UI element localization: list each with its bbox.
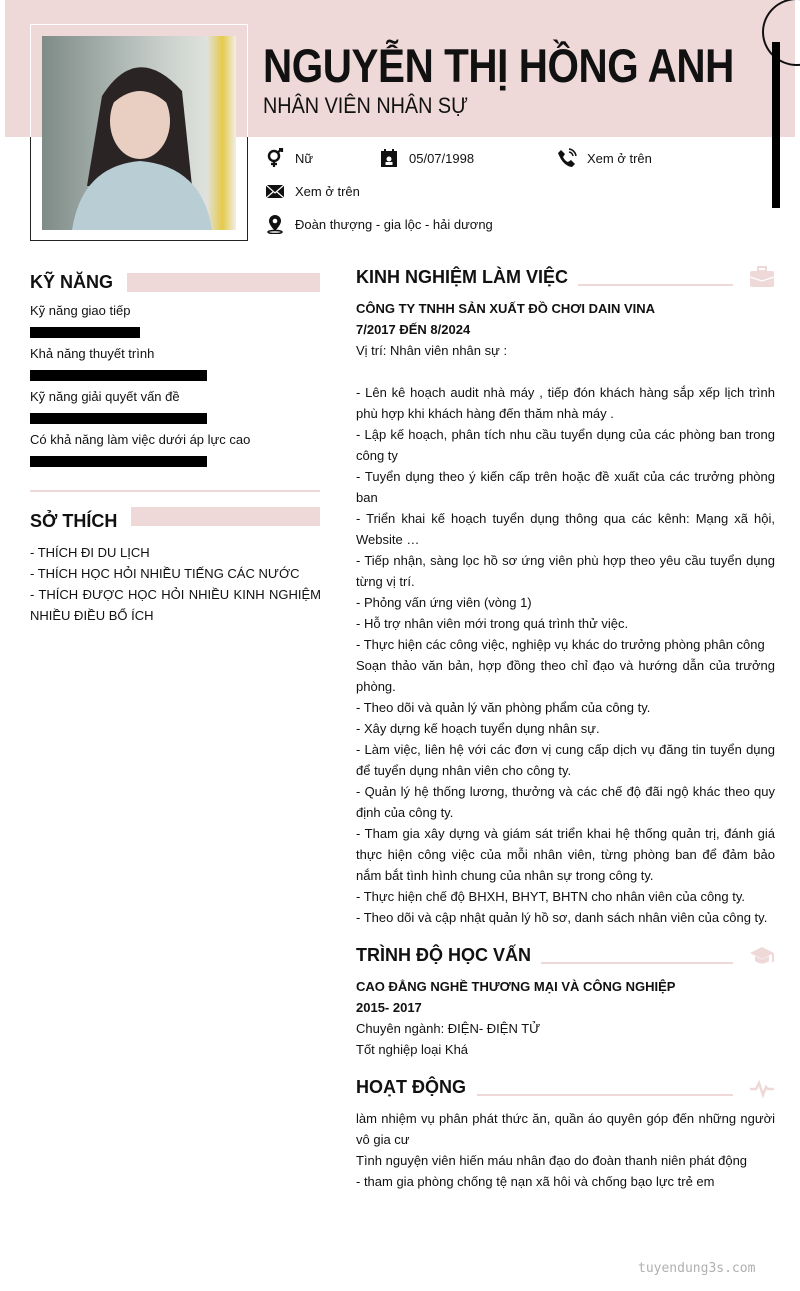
company-name: CÔNG TY TNHH SẢN XUẤT ĐỒ CHƠI DAIN VINA: [356, 301, 656, 316]
experience-item: - Lập kế hoạch, phân tích nhu cầu tuyển dụng của các phòng ban trong công ty: [356, 427, 775, 463]
skill-label: Có khả năng làm việc dưới áp lực cao: [30, 432, 251, 447]
experience-heading: KINH NGHIỆM LÀM VIỆC: [356, 267, 569, 287]
education-section: [356, 976, 775, 1060]
school-name: CAO ĐẲNG NGHỀ THƯƠNG MẠI VÀ CÔNG NGHIỆP: [356, 979, 676, 994]
activity-item: làm nhiệm vụ phân phát thức ăn, quần áo quyên góp đến những người vô gia cư: [356, 1111, 775, 1147]
activities-heading: HOẠT ĐỘNG: [356, 1077, 466, 1097]
phone-icon: [557, 148, 577, 168]
education-grade: Tốt nghiệp loại Khá: [356, 1042, 469, 1057]
experience-item: - Lên kê hoạch audit nhà máy , tiếp đón khách hàng sắp xếp lịch trình phù hợp khi khách hàng đến thăm nhà máy .: [356, 385, 775, 421]
experience-section: [356, 298, 775, 928]
hobbies-heading: SỞ THÍCH: [30, 511, 118, 531]
experience-item: - Triển khai kế hoạch tuyển dụng thông qua các kênh: Mạng xã hội, Website …: [356, 511, 775, 547]
skill-level-bar: [30, 456, 207, 467]
activity-item: Tình nguyện viên hiến máu nhân đạo do đoàn thanh niên phát động: [356, 1153, 748, 1168]
skills-heading: KỸ NĂNG: [30, 272, 114, 292]
job-title: NHÂN VIÊN NHÂN SỰ: [263, 93, 469, 118]
email-field: [265, 181, 360, 201]
skill-label: Kỹ năng giao tiếp: [30, 303, 131, 318]
phone-field: [557, 148, 652, 168]
experience-item: - Phỏng vấn ứng viên (vòng 1): [356, 595, 532, 610]
email-value: Xem ở trên: [295, 183, 360, 199]
experience-item: - Theo dõi và quản lý văn phòng phẩm của công ty.: [356, 700, 651, 715]
location-pin-icon: [265, 214, 285, 234]
skill-level-bar: [30, 413, 207, 424]
activities-list: [356, 1108, 775, 1192]
experience-item: - Tuyển dụng theo ý kiến cấp trên hoặc đề xuất của các trưởng phòng ban: [356, 469, 775, 505]
experience-details: [356, 382, 775, 928]
education-period: 2015- 2017: [356, 1000, 422, 1015]
experience-item: - Theo dõi và cập nhật quản lý hồ sơ, danh sách nhân viên của công ty.: [356, 910, 768, 925]
experience-period: 7/2017 ĐẾN 8/2024: [356, 322, 471, 337]
hobby-item: - THÍCH ĐI DU LỊCH: [30, 545, 150, 560]
experience-item: - Quản lý hệ thống lương, thưởng và các chế độ đãi ngộ khác theo quy định của công ty.: [356, 784, 775, 820]
experience-item: - Làm việc, liên hệ với các đơn vị cung cấp dịch vụ đăng tin tuyển dụng để tuyển dụng nhân viên cho công ty.: [356, 742, 775, 778]
envelope-icon: [265, 181, 285, 201]
candidate-name: NGUYỄN THỊ HỒNG ANH: [263, 39, 734, 92]
experience-item: - Tiếp nhận, sàng lọc hồ sơ ứng viên phù hợp theo yêu cầu tuyển dụng từng vị trí.: [356, 553, 775, 589]
activities-heading-line: [477, 1094, 733, 1096]
skill-label: Kỹ năng giải quyết vấn đề: [30, 389, 180, 404]
experience-item: Soạn thảo văn bản, hợp đồng theo chỉ đạo và hướng dẫn của trưởng phòng.: [356, 658, 775, 694]
hobbies-list: [30, 542, 321, 626]
skill-level-bar: [30, 370, 207, 381]
decorative-bar: [772, 42, 780, 208]
experience-item: - Xây dựng kế hoạch tuyển dụng nhân sự.: [356, 721, 600, 736]
birthday-value: 05/07/1998: [409, 150, 475, 166]
experience-position: Vị trí: Nhân viên nhân sự :: [356, 343, 508, 358]
hobby-item: - THÍCH ĐƯỢC HỌC HỎI NHIỀU KINH NGHIỆM NHIỀU ĐIỀU BỔ ÍCH: [30, 587, 321, 623]
education-major: Chuyên ngành: ĐIỆN- ĐIỆN TỬ: [356, 1021, 541, 1036]
pulse-icon: [749, 1077, 775, 1099]
education-heading-line: [541, 962, 733, 964]
watermark: tuyendung3s.com: [638, 1261, 756, 1276]
experience-item: - Thực hiện chế độ BHXH, BHYT, BHTN cho nhân viên của công ty.: [356, 889, 746, 904]
hobbies-heading-bar: [131, 507, 320, 526]
calendar-icon: [379, 148, 399, 168]
experience-item: - Hỗ trợ nhân viên mới trong quá trình thử việc.: [356, 616, 629, 631]
gender-value: Nữ: [295, 150, 314, 166]
skill-label: Khả năng thuyết trình: [30, 346, 155, 361]
skill-level-bar: [30, 327, 140, 338]
gender-icon: [265, 148, 285, 168]
address-field: [265, 214, 493, 234]
profile-photo: [42, 36, 236, 230]
graduation-cap-icon: [749, 945, 775, 967]
experience-item: - Tham gia xây dựng và giám sát triển khai hệ thống quản trị, đánh giá thực hiện công việc của mỗi nhân viên, từng phòng ban để đảm bảo nắm bắt tình hình chung của nhân sự trong công ty.: [356, 826, 775, 883]
skills-heading-bar: [127, 273, 320, 292]
education-heading: TRÌNH ĐỘ HỌC VẤN: [356, 945, 531, 965]
birthday-field: [379, 148, 474, 168]
address-value: Đoàn thượng - gia lộc - hải dương: [295, 216, 493, 232]
phone-value: Xem ở trên: [587, 150, 652, 166]
activity-item: - tham gia phòng chống tệ nạn xã hôi và chống bạo lực trẻ em: [356, 1174, 715, 1189]
divider: [30, 490, 320, 492]
briefcase-icon: [749, 266, 775, 288]
gender-field: [265, 148, 313, 168]
experience-item: - Thực hiện các công việc, nghiệp vụ khác do trưởng phòng phân công: [356, 637, 765, 652]
hobby-item: - THÍCH HỌC HỎI NHIỀU TIẾNG CÁC NƯỚC: [30, 566, 300, 581]
experience-heading-line: [578, 284, 733, 286]
